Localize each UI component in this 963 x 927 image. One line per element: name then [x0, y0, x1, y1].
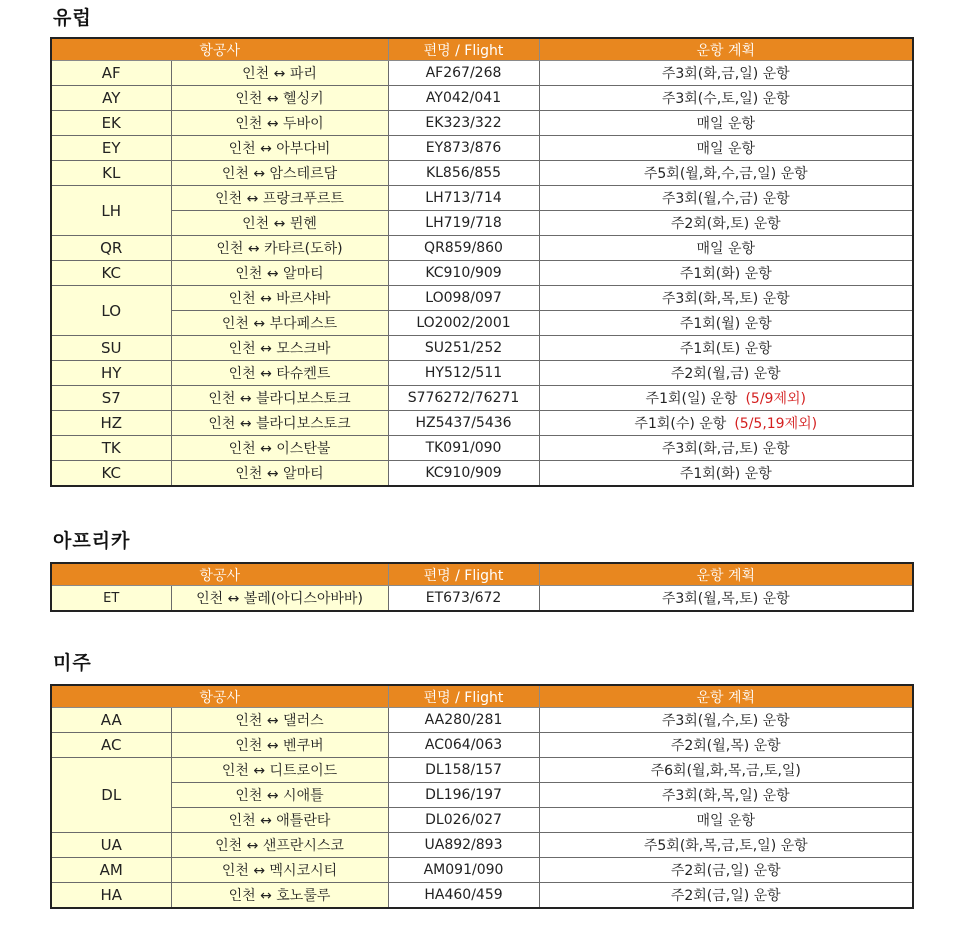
plan-text: 주1회(토) 운항	[679, 341, 772, 357]
route: 인천 ↔ 애틀란타	[171, 808, 388, 833]
plan-text: 주3회(월,수,토) 운항	[661, 713, 790, 729]
plan-text: 주1회(수) 운항	[634, 416, 727, 432]
route: 인천 ↔ 프랑크푸르트	[171, 186, 388, 211]
flight-number: HY512/511	[388, 361, 539, 386]
route: 인천 ↔ 알마티	[171, 461, 388, 487]
route: 인천 ↔ 볼레(아디스아바바)	[171, 586, 388, 612]
table-row	[51, 733, 913, 758]
operation-plan	[539, 586, 913, 612]
flight-number: AM091/090	[388, 858, 539, 883]
flight-number: KL856/855	[388, 161, 539, 186]
operation-plan	[539, 311, 913, 336]
route: 인천 ↔ 두바이	[171, 111, 388, 136]
table-row	[51, 808, 913, 833]
route: 인천 ↔ 파리	[171, 61, 388, 86]
header-plan: 운항 계획	[539, 38, 913, 61]
table-row	[51, 708, 913, 733]
flight-number: SU251/252	[388, 336, 539, 361]
section-title-africa: 아프리카	[53, 530, 131, 552]
plan-text: 주2회(월,목) 운항	[670, 738, 781, 754]
table-row	[51, 783, 913, 808]
header-flight: 편명 / Flight	[388, 563, 539, 586]
table-row	[51, 858, 913, 883]
operation-plan	[539, 111, 913, 136]
flight-number: AA280/281	[388, 708, 539, 733]
europe-schedule-table	[50, 37, 914, 487]
table-row	[51, 833, 913, 858]
route: 인천 ↔ 부다페스트	[171, 311, 388, 336]
table-row	[51, 136, 913, 161]
plan-text: 주3회(월,수,금) 운항	[661, 191, 790, 207]
operation-plan	[539, 733, 913, 758]
airline-code: ET	[51, 586, 171, 612]
airline-code: S7	[51, 386, 171, 411]
table-row	[51, 758, 913, 783]
airline-code: AY	[51, 86, 171, 111]
table-row	[51, 286, 913, 311]
plan-text: 주2회(금,일) 운항	[670, 888, 781, 904]
operation-plan	[539, 758, 913, 783]
flight-number: LO2002/2001	[388, 311, 539, 336]
operation-plan	[539, 883, 913, 909]
table-row	[51, 211, 913, 236]
route: 인천 ↔ 카타르(도하)	[171, 236, 388, 261]
operation-plan	[539, 858, 913, 883]
table-row	[51, 111, 913, 136]
exception-note: (5/5,19제외)	[734, 416, 818, 432]
plan-text: 주5회(월,화,수,금,일) 운항	[643, 166, 808, 182]
route: 인천 ↔ 타슈켄트	[171, 361, 388, 386]
header-plan: 운항 계획	[539, 685, 913, 708]
operation-plan	[539, 211, 913, 236]
flight-number: KC910/909	[388, 461, 539, 487]
plan-text: 주3회(화,목,토) 운항	[661, 291, 790, 307]
airline-code: AC	[51, 733, 171, 758]
route: 인천 ↔ 호노룰루	[171, 883, 388, 909]
plan-text: 주6회(월,화,목,금,토,일)	[650, 763, 801, 779]
section-title-americas: 미주	[53, 652, 92, 674]
header-flight: 편명 / Flight	[388, 38, 539, 61]
operation-plan	[539, 336, 913, 361]
operation-plan	[539, 411, 913, 436]
table-row	[51, 361, 913, 386]
route: 인천 ↔ 샌프란시스코	[171, 833, 388, 858]
flight-number: S776272/76271	[388, 386, 539, 411]
table-row	[51, 236, 913, 261]
flight-number: AY042/041	[388, 86, 539, 111]
africa-schedule-table	[50, 562, 914, 612]
table-row	[51, 186, 913, 211]
header-airline: 항공사	[51, 563, 388, 586]
flight-number: HZ5437/5436	[388, 411, 539, 436]
table-row	[51, 161, 913, 186]
airline-code: AA	[51, 708, 171, 733]
airline-code: TK	[51, 436, 171, 461]
plan-text: 매일 운항	[696, 813, 756, 829]
flight-number: AF267/268	[388, 61, 539, 86]
route: 인천 ↔ 알마티	[171, 261, 388, 286]
operation-plan	[539, 461, 913, 487]
plan-text: 주1회(화) 운항	[679, 466, 772, 482]
plan-text: 주1회(일) 운항	[645, 391, 738, 407]
section-title-europe: 유럽	[53, 7, 92, 29]
table-row	[51, 436, 913, 461]
header-airline: 항공사	[51, 38, 388, 61]
route: 인천 ↔ 디트로이드	[171, 758, 388, 783]
table-row	[51, 883, 913, 909]
route: 인천 ↔ 댈러스	[171, 708, 388, 733]
plan-text: 매일 운항	[696, 241, 756, 257]
header-airline: 항공사	[51, 685, 388, 708]
table-row	[51, 311, 913, 336]
operation-plan	[539, 161, 913, 186]
table-header-row	[51, 563, 913, 586]
operation-plan	[539, 833, 913, 858]
table-row	[51, 461, 913, 487]
airline-code: KC	[51, 261, 171, 286]
airline-code: AF	[51, 61, 171, 86]
airline-code: HZ	[51, 411, 171, 436]
plan-text: 주3회(수,토,일) 운항	[661, 91, 790, 107]
airline-code: EK	[51, 111, 171, 136]
airline-code: LH	[51, 186, 171, 236]
flight-number: HA460/459	[388, 883, 539, 909]
route: 인천 ↔ 바르샤바	[171, 286, 388, 311]
header-flight: 편명 / Flight	[388, 685, 539, 708]
airline-code: KL	[51, 161, 171, 186]
airline-code: HY	[51, 361, 171, 386]
route: 인천 ↔ 뮌헨	[171, 211, 388, 236]
plan-text: 주3회(화,금,토) 운항	[661, 441, 790, 457]
airline-code: UA	[51, 833, 171, 858]
airline-code: AM	[51, 858, 171, 883]
airline-code: EY	[51, 136, 171, 161]
flight-number: DL026/027	[388, 808, 539, 833]
airline-code: QR	[51, 236, 171, 261]
flight-number: QR859/860	[388, 236, 539, 261]
flight-number: LH713/714	[388, 186, 539, 211]
flight-number: EY873/876	[388, 136, 539, 161]
table-header-row	[51, 38, 913, 61]
operation-plan	[539, 186, 913, 211]
flight-number: EK323/322	[388, 111, 539, 136]
plan-text: 주2회(금,일) 운항	[670, 863, 781, 879]
plan-text: 주3회(월,목,토) 운항	[661, 591, 790, 607]
exception-note: (5/9제외)	[745, 391, 806, 407]
plan-text: 주2회(월,금) 운항	[670, 366, 781, 382]
route: 인천 ↔ 이스탄불	[171, 436, 388, 461]
airline-code: LO	[51, 286, 171, 336]
route: 인천 ↔ 시애틀	[171, 783, 388, 808]
operation-plan	[539, 386, 913, 411]
route: 인천 ↔ 블라디보스토크	[171, 386, 388, 411]
route: 인천 ↔ 아부다비	[171, 136, 388, 161]
flight-number: KC910/909	[388, 261, 539, 286]
plan-text: 주5회(화,목,금,토,일) 운항	[643, 838, 808, 854]
plan-text: 매일 운항	[696, 141, 756, 157]
operation-plan	[539, 783, 913, 808]
airline-code: DL	[51, 758, 171, 833]
flight-number: AC064/063	[388, 733, 539, 758]
operation-plan	[539, 86, 913, 111]
table-row	[51, 586, 913, 612]
flight-number: DL196/197	[388, 783, 539, 808]
operation-plan	[539, 61, 913, 86]
flight-number: LH719/718	[388, 211, 539, 236]
americas-schedule-table	[50, 684, 914, 909]
operation-plan	[539, 236, 913, 261]
flight-number: ET673/672	[388, 586, 539, 612]
table-row	[51, 386, 913, 411]
table-row	[51, 86, 913, 111]
table-header-row	[51, 685, 913, 708]
operation-plan	[539, 708, 913, 733]
plan-text: 주3회(화,금,일) 운항	[661, 66, 790, 82]
plan-text: 주2회(화,토) 운항	[670, 216, 781, 232]
header-plan: 운항 계획	[539, 563, 913, 586]
operation-plan	[539, 136, 913, 161]
route: 인천 ↔ 멕시코시티	[171, 858, 388, 883]
route: 인천 ↔ 암스테르담	[171, 161, 388, 186]
airline-code: HA	[51, 883, 171, 909]
route: 인천 ↔ 헬싱키	[171, 86, 388, 111]
table-row	[51, 336, 913, 361]
operation-plan	[539, 808, 913, 833]
route: 인천 ↔ 모스크바	[171, 336, 388, 361]
airline-code: SU	[51, 336, 171, 361]
flight-number: DL158/157	[388, 758, 539, 783]
route: 인천 ↔ 블라디보스토크	[171, 411, 388, 436]
plan-text: 주1회(월) 운항	[679, 316, 772, 332]
route: 인천 ↔ 벤쿠버	[171, 733, 388, 758]
flight-number: LO098/097	[388, 286, 539, 311]
operation-plan	[539, 261, 913, 286]
flight-number: TK091/090	[388, 436, 539, 461]
operation-plan	[539, 361, 913, 386]
operation-plan	[539, 286, 913, 311]
table-row	[51, 61, 913, 86]
airline-code: KC	[51, 461, 171, 487]
plan-text: 주1회(화) 운항	[679, 266, 772, 282]
flight-number: UA892/893	[388, 833, 539, 858]
table-row	[51, 411, 913, 436]
plan-text: 매일 운항	[696, 116, 756, 132]
plan-text: 주3회(화,목,일) 운항	[661, 788, 790, 804]
table-row	[51, 261, 913, 286]
operation-plan	[539, 436, 913, 461]
